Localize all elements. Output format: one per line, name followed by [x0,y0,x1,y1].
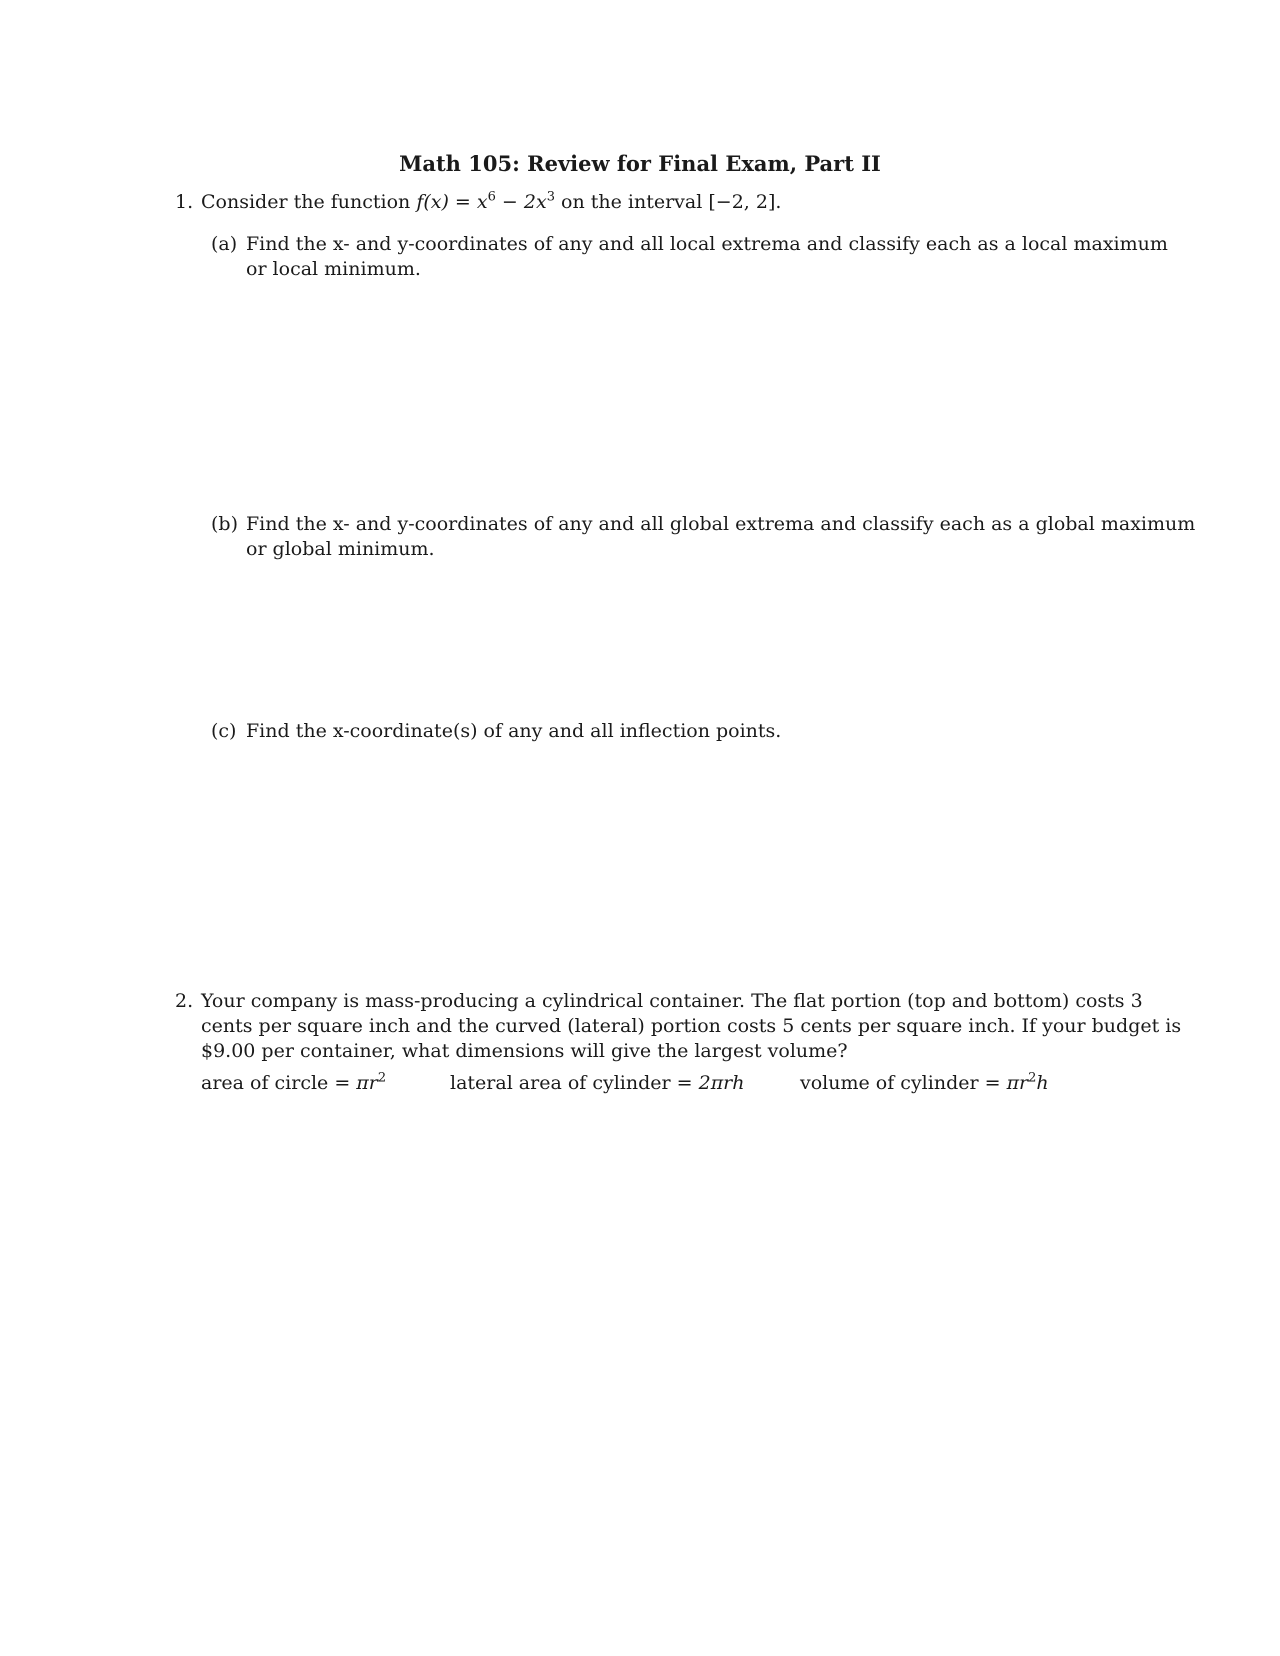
formula-lateral-area: lateral area of cylinder = 2πrh [450,1072,745,1094]
part-a-line-1: Find the x- and y-coordinates of any and all local extrema and classify each as a local maximum [246,233,1168,255]
part-b-line-1: Find the x- and y-coordinates of any and all global extrema and classify each as a global maximum [246,513,1196,535]
problem-2-number: 2. [175,990,194,1012]
problem-2-text-2 [201,1015,1182,1037]
part-a-line-2: or local minimum. [246,258,421,280]
problem-2-text [201,990,1143,1012]
problem-1-interval: on the interval [−2, 2]. [561,191,782,213]
page-title: Math 105: Review for Final Exam, Part II [399,151,881,176]
problem-1-number: 1. [175,191,194,213]
part-c-line-1: Find the x-coordinate(s) of any and all inflection points. [246,720,782,742]
part-a-label: (a) [211,233,238,255]
formula-volume: volume of cylinder = $\pi r^2h$ [800,1070,1049,1094]
problem-2-line-3: $9.00 per container, what dimensions will give the largest volume? [201,1040,848,1062]
problem-1-intro: Consider the function [201,191,411,213]
part-b-line-2: or global minimum. [246,538,435,560]
function-expression: $f(x) = x^6 - 2x^3$ [416,189,555,213]
part-b-text [246,513,1196,535]
problem-2-line-2: cents per square inch and the curved (lateral) portion costs 5 cents per square inch. If your budget is [201,1015,1182,1037]
problem-1-statement [201,191,781,213]
part-c-label: (c) [211,720,237,742]
formula-circle-area: area of circle = $\pi r^2$ [201,1070,387,1094]
problem-2-line-1: Your company is mass-producing a cylindrical container. The flat portion (top and bottom) costs 3 [201,990,1143,1012]
part-a-text [246,233,1168,255]
part-b-label: (b) [211,513,238,535]
